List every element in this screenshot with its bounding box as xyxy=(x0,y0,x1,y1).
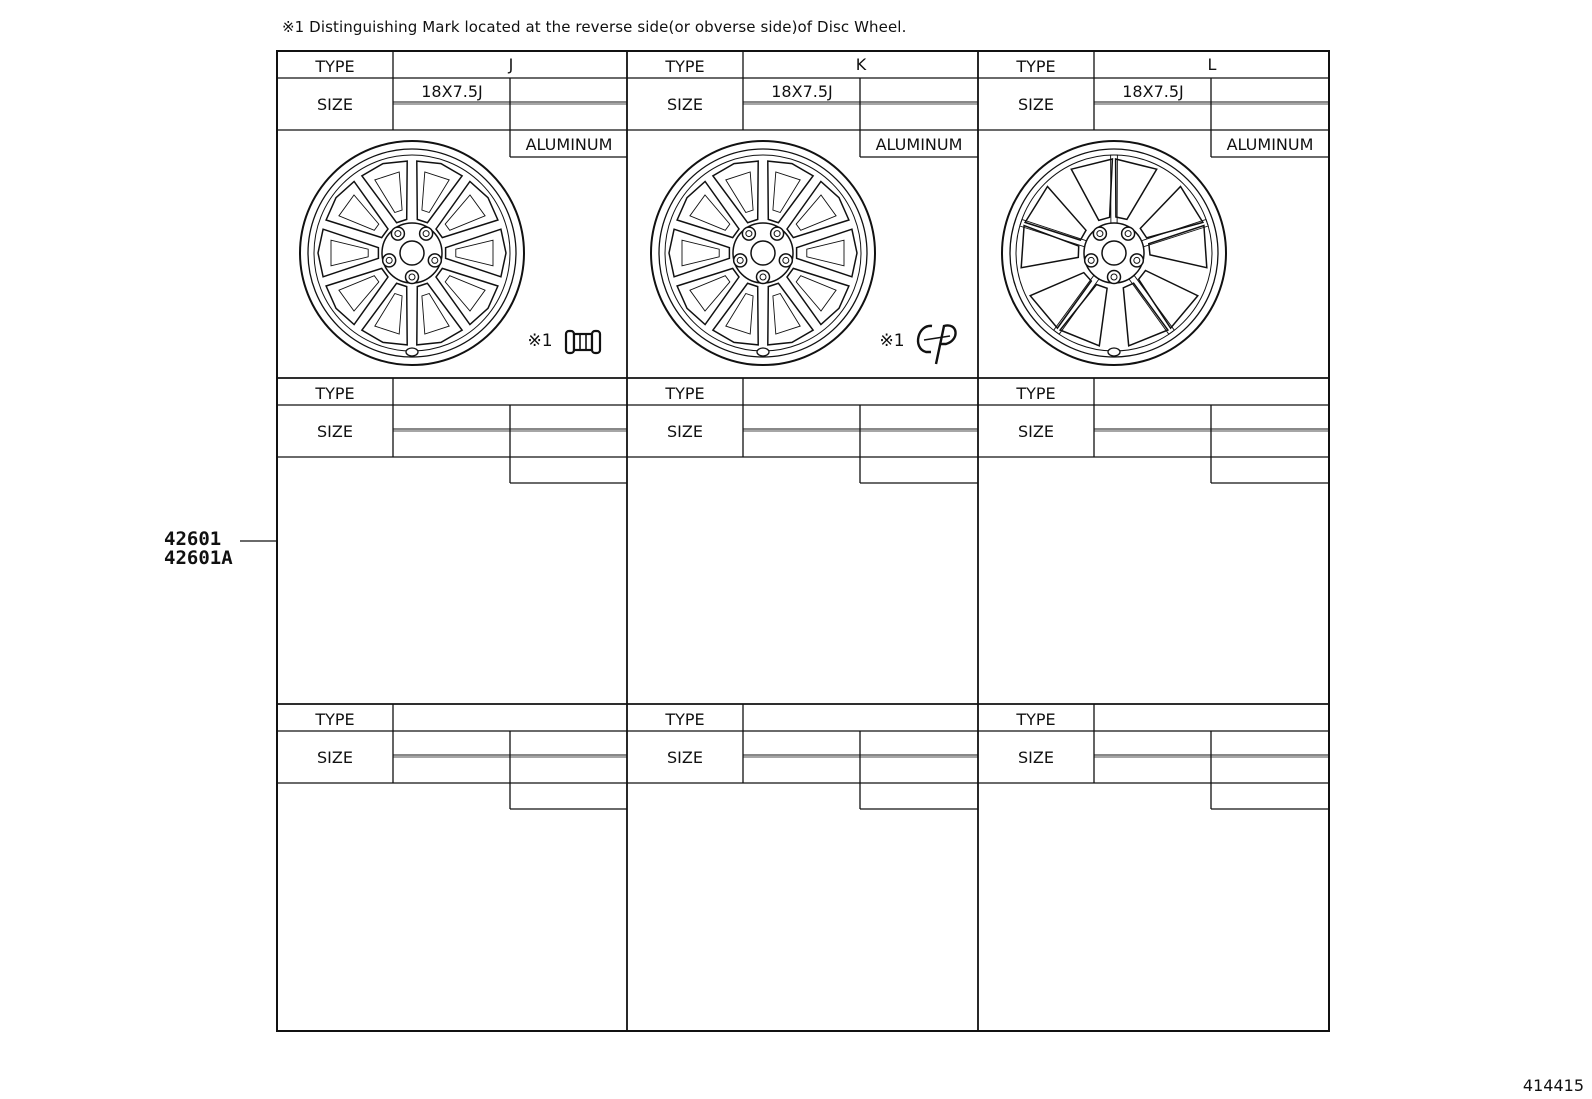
wheel-cell[interactable] xyxy=(978,51,1329,157)
spool-flange-right xyxy=(592,331,600,353)
size-label: SIZE xyxy=(667,748,703,767)
wheel-lug-hole xyxy=(1093,227,1106,240)
wheel-lug-hole xyxy=(420,227,433,240)
part-number-42601[interactable]: 42601 xyxy=(164,528,222,550)
wheel-lug-hole xyxy=(734,254,747,267)
type-value: J xyxy=(508,55,514,74)
wheel-lug-hole xyxy=(742,227,755,240)
spool-mark-icon xyxy=(566,331,600,353)
wheel-spoke-window xyxy=(1071,159,1112,220)
wheel-icon xyxy=(1002,141,1226,365)
distinguishing-mark-note: ※1 Distinguishing Mark located at the reverse side(or obverse side)of Disc Wheel. xyxy=(282,18,907,36)
wheel-lug-hole xyxy=(779,254,792,267)
material-label: ALUMINUM xyxy=(1226,135,1314,154)
wheel-cell[interactable] xyxy=(978,704,1329,809)
size-label: SIZE xyxy=(1018,748,1054,767)
mark-reference: ※1 xyxy=(879,331,905,351)
size-value: 18X7.5J xyxy=(1122,82,1184,101)
size-value: 18X7.5J xyxy=(421,82,483,101)
wheel-spoke-window xyxy=(446,229,506,277)
wheel-center-bore xyxy=(1102,241,1126,265)
size-label: SIZE xyxy=(317,95,353,114)
wheel-cell[interactable] xyxy=(277,704,627,809)
valve-stem-hole xyxy=(406,348,418,356)
wheel-lug-hole xyxy=(428,254,441,267)
size-label: SIZE xyxy=(667,95,703,114)
wheel-cell[interactable] xyxy=(277,378,627,483)
type-label: TYPE xyxy=(665,384,705,403)
mark-reference: ※1 xyxy=(527,331,553,351)
type-label: TYPE xyxy=(665,57,705,76)
wheel-lug-hole xyxy=(771,227,784,240)
type-label: TYPE xyxy=(315,710,355,729)
wheel-lug-hole xyxy=(1085,254,1098,267)
wheel-center-bore xyxy=(400,241,424,265)
wheel-lug-hole xyxy=(1130,254,1143,267)
wheel-lug-hole xyxy=(1122,227,1135,240)
size-label: SIZE xyxy=(667,422,703,441)
cp-logo-mark-icon xyxy=(918,325,956,364)
wheel-cell[interactable] xyxy=(627,378,978,483)
size-label: SIZE xyxy=(1018,422,1054,441)
valve-stem-hole xyxy=(757,348,769,356)
type-label: TYPE xyxy=(1016,57,1056,76)
wheel-lug-hole xyxy=(757,271,770,284)
size-label: SIZE xyxy=(317,422,353,441)
wheel-cell[interactable] xyxy=(627,51,978,157)
type-label: TYPE xyxy=(1016,710,1056,729)
wheel-cell[interactable] xyxy=(277,51,627,157)
logo-cross-stroke xyxy=(924,336,950,340)
spool-flange-left xyxy=(566,331,574,353)
type-label: TYPE xyxy=(315,384,355,403)
wheel-center-bore xyxy=(751,241,775,265)
size-value: 18X7.5J xyxy=(771,82,833,101)
part-number-42601a[interactable]: 42601A xyxy=(164,547,233,569)
wheel-spoke-window xyxy=(669,229,729,277)
wheel-lug-hole xyxy=(383,254,396,267)
valve-stem-hole xyxy=(1108,348,1120,356)
wheel-spoke-window xyxy=(797,229,857,277)
spool-body xyxy=(574,334,592,350)
material-label: ALUMINUM xyxy=(525,135,613,154)
reference-number: 414415 xyxy=(1522,1076,1584,1095)
size-label: SIZE xyxy=(317,748,353,767)
size-label: SIZE xyxy=(1018,95,1054,114)
logo-p-stroke xyxy=(936,325,956,364)
wheel-spoke-window xyxy=(318,229,378,277)
wheel-icon xyxy=(300,141,524,365)
wheel-icon xyxy=(651,141,875,365)
type-label: TYPE xyxy=(315,57,355,76)
wheel-lug-hole xyxy=(1108,271,1121,284)
type-value: K xyxy=(855,55,867,74)
wheel-cell[interactable] xyxy=(627,704,978,809)
wheel-lug-hole xyxy=(391,227,404,240)
wheel-lug-hole xyxy=(406,271,419,284)
material-label: ALUMINUM xyxy=(875,135,963,154)
type-value: L xyxy=(1207,55,1217,74)
type-label: TYPE xyxy=(665,710,705,729)
wheel-spoke-window xyxy=(1116,159,1157,219)
type-label: TYPE xyxy=(1016,384,1056,403)
wheel-cell[interactable] xyxy=(978,378,1329,483)
